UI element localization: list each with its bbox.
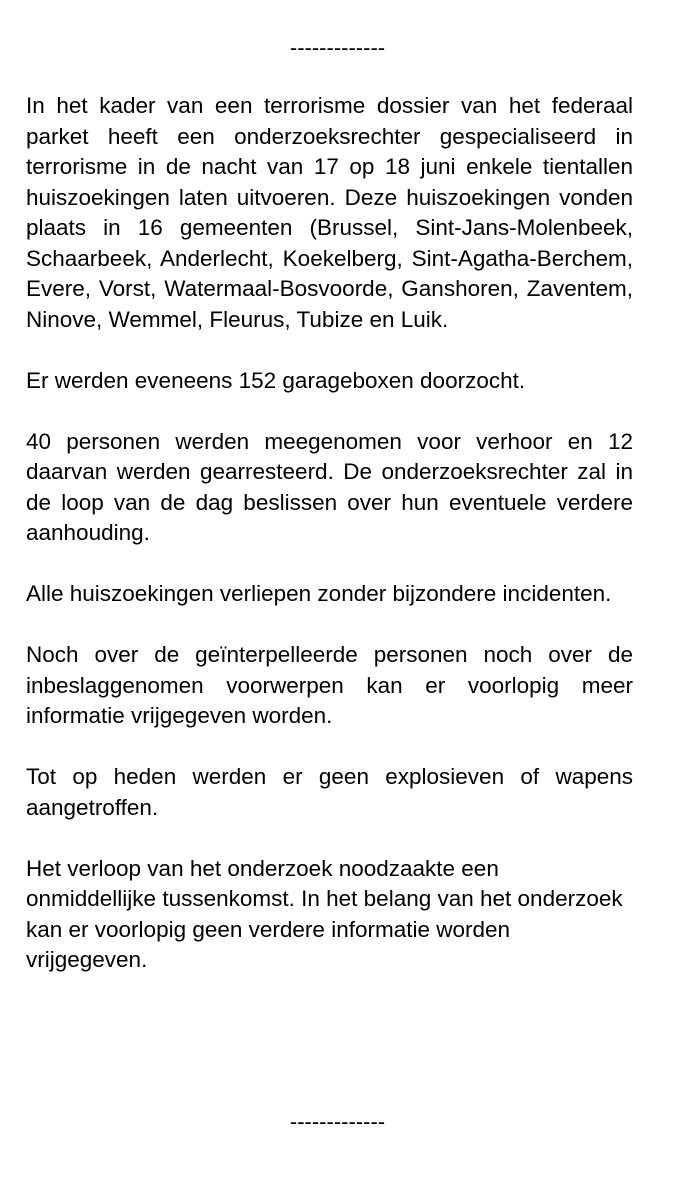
paragraph-arrests: 40 personen werden meegenomen voor verhoor en 12 daarvan werden gearresteerd. De onderzoeksrechter zal in de loop van de dag beslissen over hun eventuele verdere aanhouding. bbox=[26, 428, 633, 545]
paragraph-incidents: Alle huiszoekingen verliepen zonder bijzondere incidenten. bbox=[26, 581, 612, 606]
paragraph-searches: In het kader van een terrorisme dossier van het federaal parket heeft een onderzoeksrechter gespecialiseerd in terrorisme in de nacht van 17 op 18 juni enkele tientallen huiszoekingen laten uitvoeren. Deze huiszoekingen vonden plaats in 16 gemeenten (Brussel, Sint-Jans-Molenbeek, Schaarbeek, Anderlecht, Koekelberg, Sint-Agatha-Berchem, Evere, Vorst, Watermaal-Bosvoorde, Ganshoren, Zaventem, Ninove, Wemmel, Fleurus, Tubize en Luik. bbox=[26, 93, 633, 332]
paragraph-investigation: Het verloop van het onderzoek noodzaakte een onmiddellijke tussenkomst. In het belang van het onderzoek kan er voorlopig geen verdere informatie worden vrijgegeven. bbox=[26, 855, 623, 972]
separator-bottom: ------------- bbox=[289, 1109, 386, 1134]
paragraph-garageboxes: Er werden eveneens 152 garageboxen doorzocht. bbox=[26, 367, 526, 393]
paragraph-explosives: Tot op heden werden er geen explosieven of wapens aangetroffen. bbox=[26, 764, 633, 820]
paragraph-information: Noch over de geïnterpelleerde personen noch over de inbeslaggenomen voorwerpen kan er voorlopig meer informatie vrijgegeven worden. bbox=[26, 642, 633, 728]
press-release-body bbox=[26, 91, 633, 1006]
separator-top: ------------- bbox=[289, 35, 386, 60]
